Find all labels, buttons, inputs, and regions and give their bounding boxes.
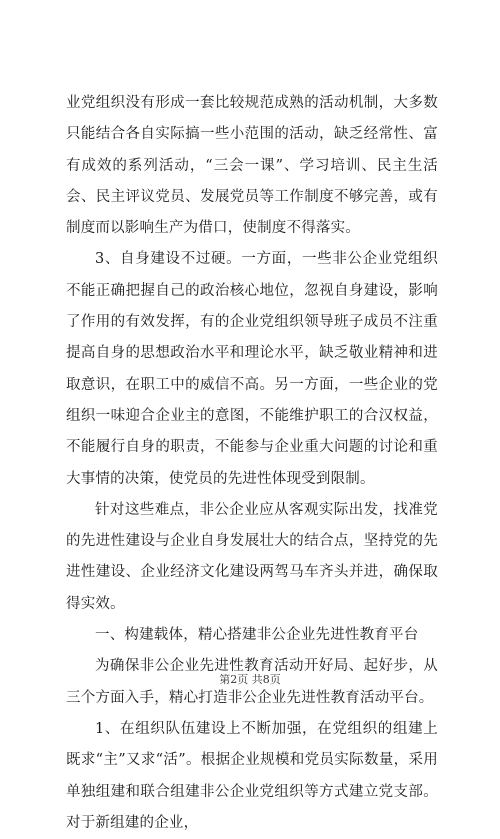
paragraph-response: 针对这些难点，非公企业应从客观实际出发，找准党的先进性建设与企业自身发展壮大的结合点，坚持党的先进性建设、企业经济文化建设两驾马车齐头并进，确保取得实效。: [66, 501, 438, 612]
paragraph-organization: 1、在组织队伍建设上不断加强，在党组织的组建上既求“主”又求“活”。根据企业规模和党员实际数量，采用单独组建和联合组建非公企业党组织等方式建立党支部。对于新组建的企业，: [66, 720, 438, 831]
page-number-footer: 第2页 共8页: [219, 673, 281, 686]
paragraph-platform: 为确保非公企业先进性教育活动开好局、起好步，从三个方面入手，精心打造非公企业先进性教育活动平台。: [66, 658, 438, 706]
paragraph-self-construction: 3、自身建设不过硬。一方面，一些非公企业党组织不能正确把握自己的政治核心地位，忽视自身建设，影响了作用的有效发挥，有的企业党组织领导班子成员不注重提高自身的思想政治水平和理论水平，缺乏敬业精神和进取意识，在职工中的威信不高。另一方面，一些企业的党组织一味迎合企业主的意图，不能维护职工的合汉权益，不能履行自身的职责，不能参与企业重大问题的讨论和重大事情的决策，使党员的先进性体现受到限制。: [66, 251, 438, 487]
section-heading: 一、构建载体，精心搭建非公企业先进性教育平台: [95, 627, 419, 644]
document-body: [66, 88, 438, 839]
paragraph-continuation: 业党组织没有形成一套比较规范成熟的活动机制，大多数只能结合各自实际搞一些小范围的活动，缺乏经常性、富有成效的系列活动，“三会一课”、学习培训、民主生活会、民主评议党员、发展党员等工作制度不够完善，或有制度而以影响生产为借口，使制度不得落实。: [66, 95, 438, 237]
